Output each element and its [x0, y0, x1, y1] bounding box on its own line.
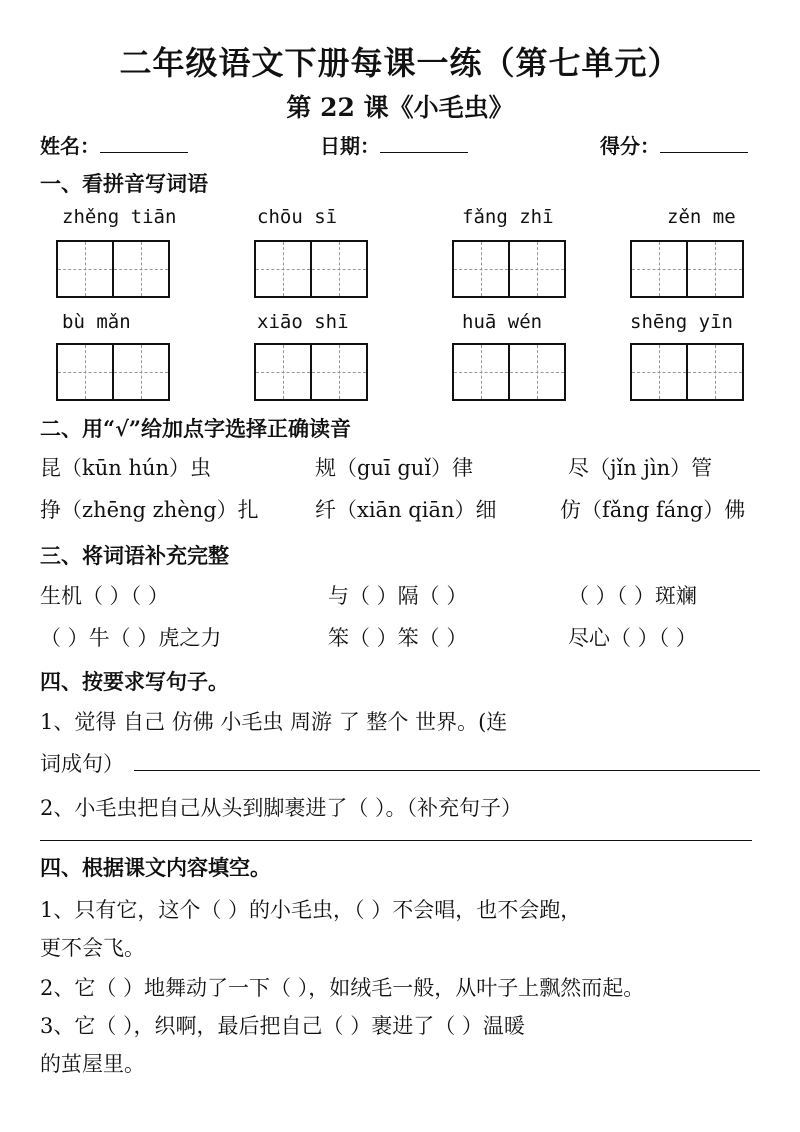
reading-choice[interactable]: 仿（fǎng fáng）佛: [560, 498, 746, 522]
idiom-blank[interactable]: （ ）（ ）斑斓: [568, 584, 697, 608]
fill-text-line[interactable]: 1、只有它，这个（ ）的小毛虫，（ ）不会唱，也不会跑，: [40, 898, 582, 922]
sentence-words: 1、觉得 自己 仿佛 小毛虫 周游 了 整个 世界。(连: [40, 710, 508, 734]
fill-text-line[interactable]: 3、它（ ），织啊，最后把自己（ ）裹进了（ ）温暖: [40, 1014, 525, 1038]
writing-grid[interactable]: [254, 343, 368, 401]
answer-line[interactable]: [134, 770, 760, 771]
date-label: 日期：: [320, 134, 380, 158]
writing-grid[interactable]: [254, 240, 368, 298]
section4-heading: 四、按要求写句子。: [40, 669, 229, 694]
writing-grid[interactable]: [56, 343, 170, 401]
fill-text-line[interactable]: 2、它（ ）地舞动了一下（ ），如绒毛一般，从叶子上飘然而起。: [40, 976, 645, 1000]
date-blank[interactable]: [380, 134, 468, 153]
score-blank[interactable]: [660, 134, 748, 153]
sentence-complete: 2、小毛虫把自己从头到脚裹进了（ ）。（补充句子）: [40, 796, 523, 820]
writing-grid[interactable]: [630, 240, 744, 298]
writing-grid[interactable]: [630, 343, 744, 401]
score-field: [600, 130, 748, 159]
idiom-blank[interactable]: 与（ ）隔（ ）: [328, 584, 468, 608]
reading-choice[interactable]: 纤（xiān qiān）细: [315, 498, 497, 522]
section3-heading: 三、将词语补充完整: [40, 543, 229, 568]
reading-choice[interactable]: 昆（kūn hún）虫: [40, 456, 212, 480]
pinyin-label: zěn me: [667, 206, 736, 228]
section1-heading: 一、看拼音写词语: [40, 171, 208, 196]
reading-choice[interactable]: 规（guī guǐ）律: [315, 456, 474, 480]
pinyin-label: fǎng zhī: [462, 206, 554, 228]
worksheet-title: 二年级语文下册每课一练（第七单元）: [119, 44, 681, 82]
name-blank[interactable]: [100, 134, 188, 153]
pinyin-label: huā wén: [462, 311, 543, 333]
sentence-instruction: 词成句）: [40, 752, 124, 776]
lesson-subtitle: 第 22 课《小毛虫》: [286, 93, 514, 122]
pinyin-label: chōu sī: [257, 206, 338, 228]
reading-choice[interactable]: 挣（zhēng zhèng）扎: [40, 498, 259, 522]
writing-grid[interactable]: [452, 343, 566, 401]
pinyin-label: bù mǎn: [62, 311, 131, 333]
writing-grid[interactable]: [56, 240, 170, 298]
score-label: 得分：: [600, 134, 660, 158]
section5-heading: 四、根据课文内容填空。: [40, 855, 271, 880]
idiom-blank[interactable]: 尽心（ ）（ ）: [568, 626, 697, 650]
pinyin-label: xiāo shī: [257, 311, 349, 333]
reading-choice[interactable]: 尽（jǐn jìn）管: [568, 456, 713, 480]
idiom-blank[interactable]: 生机（ ）（ ）: [40, 584, 169, 608]
idiom-blank[interactable]: 笨（ ）笨（ ）: [328, 626, 468, 650]
section2-heading: 二、用“√”给加点字选择正确读音: [40, 416, 351, 441]
answer-line[interactable]: [40, 840, 752, 841]
writing-grid[interactable]: [452, 240, 566, 298]
date-field: [320, 130, 468, 159]
name-field: [40, 130, 188, 159]
fill-text-line: 更不会飞。: [40, 936, 145, 960]
idiom-blank[interactable]: （ ）牛（ ）虎之力: [40, 626, 222, 650]
pinyin-label: shēng yīn: [630, 311, 733, 333]
name-label: 姓名：: [40, 134, 100, 158]
pinyin-label: zhěng tiān: [62, 206, 177, 228]
fill-text-line: 的茧屋里。: [40, 1052, 145, 1076]
